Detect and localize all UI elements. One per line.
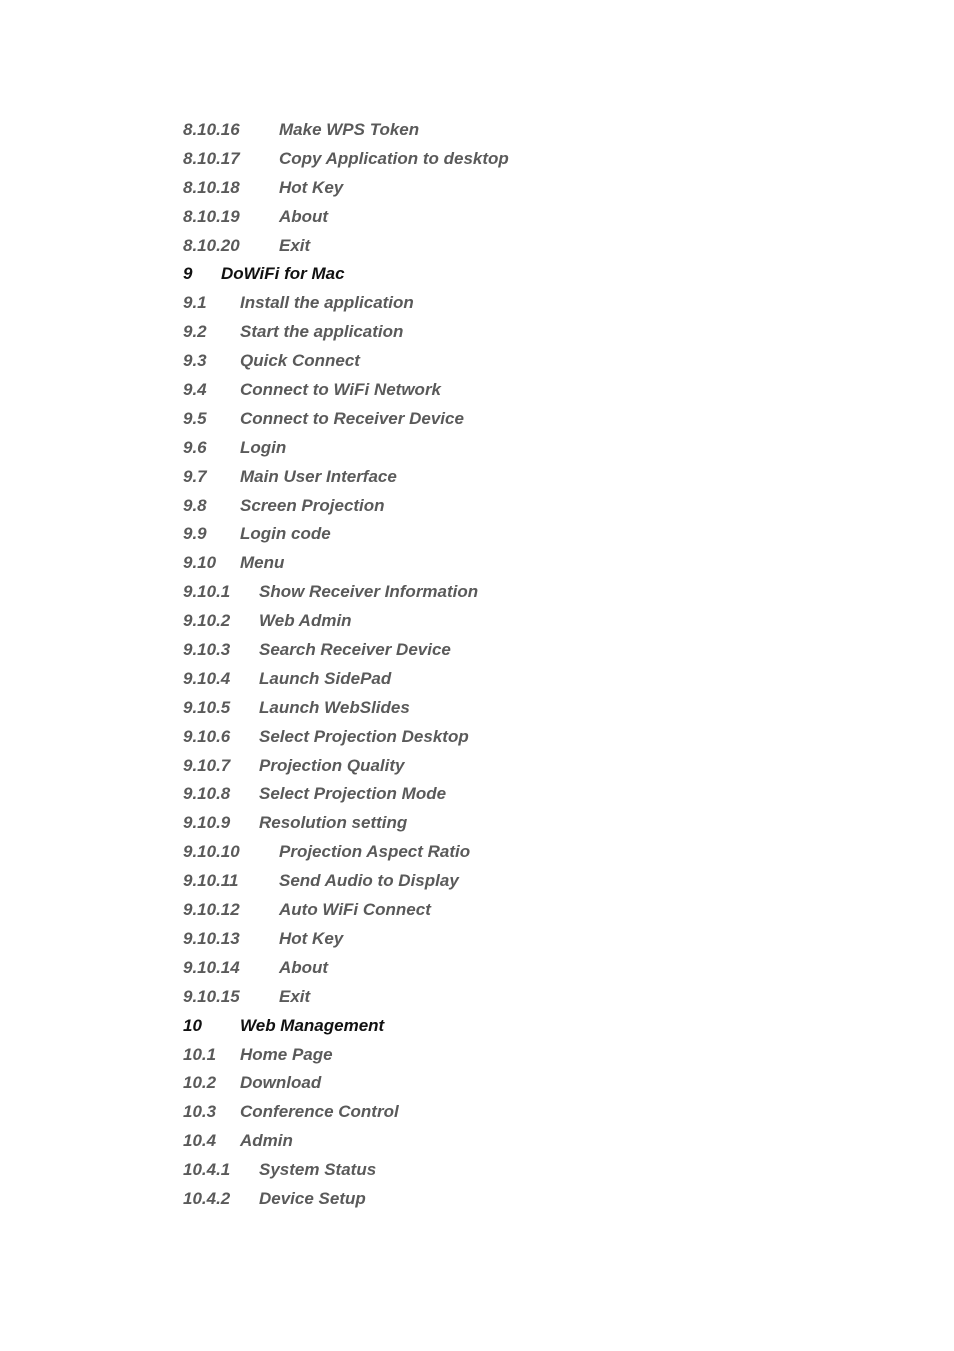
toc-title: Install the application [240,293,414,313]
toc-number: 9 [183,264,193,284]
toc-title: Search Receiver Device [259,640,451,660]
toc-entry[interactable] [183,1098,883,1127]
toc-title: Resolution setting [259,813,408,833]
toc-title: Device Setup [259,1188,366,1208]
toc-number: 10.4 [183,1131,217,1151]
toc-title: Select Projection Desktop [259,726,469,746]
toc-entry[interactable] [183,1127,883,1156]
toc-title: Home Page [240,1044,333,1064]
toc-entry[interactable] [183,954,883,983]
toc-entry[interactable] [183,463,883,492]
toc-title: About [279,957,329,977]
toc-entry[interactable] [183,1041,883,1070]
toc-number: 8.10.19 [183,206,240,226]
toc-number: 9.6 [183,437,207,457]
toc-entry[interactable] [183,318,883,347]
toc-number: 9.10.3 [183,640,231,660]
toc-entry[interactable] [183,492,883,521]
toc-title: Web Management [240,1015,385,1035]
toc-entry[interactable] [183,752,883,781]
toc-number: 9.10.13 [183,928,240,948]
toc-entry[interactable] [183,520,883,549]
toc-title: Login [240,437,287,457]
toc-title: Main User Interface [240,466,397,486]
toc-entry[interactable] [183,174,883,203]
toc-number: 9.3 [183,351,207,371]
toc-number: 9.10.5 [183,697,231,717]
toc-title: Connect to Receiver Device [240,408,464,428]
toc-title: Login code [240,524,331,544]
toc-number: 9.9 [183,524,207,544]
toc-entry[interactable] [183,838,883,867]
toc-entry[interactable] [183,549,883,578]
toc-entry[interactable] [183,809,883,838]
toc-number: 9.10.2 [183,611,231,631]
toc-number: 9.8 [183,495,207,515]
toc-title: System Status [259,1160,377,1180]
toc-title: Launch WebSlides [259,697,410,717]
toc-title: Hot Key [279,177,344,197]
toc-number: 9.10.8 [183,784,231,804]
toc-title: Download [240,1073,322,1093]
toc-title: Launch SidePad [259,668,392,688]
toc-entry[interactable] [183,983,883,1012]
toc-entry[interactable] [183,896,883,925]
toc-number: 9.10.7 [183,755,231,775]
toc-title: Connect to WiFi Network [240,380,442,400]
toc-title: Auto WiFi Connect [279,900,431,920]
toc-entry[interactable] [183,347,883,376]
toc-entry[interactable] [183,1156,883,1185]
toc-title: Exit [279,986,311,1006]
toc-title: Quick Connect [240,351,360,371]
toc-entry[interactable] [183,925,883,954]
toc-number: 9.10.4 [183,668,231,688]
toc-number: 9.10.12 [183,900,240,920]
toc-number: 10.1 [183,1044,217,1064]
toc-entry[interactable] [183,665,883,694]
toc-entry[interactable] [183,289,883,318]
toc-entry[interactable] [183,232,883,261]
toc-chapter-entry[interactable] [183,260,883,289]
toc-entry[interactable] [183,694,883,723]
toc-number: 9.10.1 [183,582,231,602]
toc-title: Hot Key [279,928,344,948]
toc-title: Projection Aspect Ratio [279,842,471,862]
toc-number: 9.10.14 [183,957,240,977]
toc-title: Projection Quality [259,755,405,775]
toc-entry[interactable] [183,578,883,607]
toc-number: 9.10.15 [183,986,240,1006]
toc-entry[interactable] [183,607,883,636]
toc-entry[interactable] [183,1069,883,1098]
toc-number: 8.10.17 [183,148,240,168]
toc-title: Send Audio to Display [279,871,459,891]
toc-entry[interactable] [183,636,883,665]
toc-number: 10.2 [183,1073,217,1093]
toc-number: 9.10.10 [183,842,240,862]
toc-chapter-entry[interactable] [183,1012,883,1041]
toc-number: 9.5 [183,408,207,428]
toc-title: About [279,206,329,226]
toc-entry[interactable] [183,145,883,174]
toc-number: 8.10.16 [183,120,240,139]
toc-number: 8.10.18 [183,177,240,197]
toc-title: Conference Control [240,1102,399,1122]
toc-number: 9.7 [183,466,207,486]
toc-entry[interactable] [183,376,883,405]
toc-entry[interactable] [183,867,883,896]
toc-number: 10.4.1 [183,1160,231,1180]
toc-number: 10.4.2 [183,1188,231,1208]
toc-number: 9.10.11 [183,871,239,891]
toc-number: 10.3 [183,1102,217,1122]
toc-number: 9.10.9 [183,813,231,833]
toc-title: Web Admin [259,611,352,631]
toc-number: 9.4 [183,380,207,400]
toc-title: Menu [240,553,285,573]
toc-number: 9.2 [183,322,207,342]
toc-entry[interactable] [183,723,883,752]
toc-entry[interactable] [183,203,883,232]
toc-number: 9.10.6 [183,726,231,746]
toc-number: 9.10 [183,553,217,573]
toc-title: Make WPS Token [279,120,420,139]
toc-entry[interactable] [183,434,883,463]
toc-number: 8.10.20 [183,235,240,255]
toc-title: Exit [279,235,311,255]
toc-title: Show Receiver Information [259,582,479,602]
toc-title: Select Projection Mode [259,784,447,804]
toc-title: Admin [240,1131,293,1151]
toc-entry[interactable] [183,116,883,145]
toc-title: Start the application [240,322,404,342]
toc-entry[interactable] [183,1185,883,1214]
toc-title: Copy Application to desktop [279,148,509,168]
toc-number: 10 [183,1015,202,1035]
toc-entry[interactable] [183,405,883,434]
table-of-contents [183,116,883,1214]
toc-title: DoWiFi for Mac [221,264,345,284]
toc-number: 9.1 [183,293,207,313]
toc-title: Screen Projection [240,495,385,515]
toc-entry[interactable] [183,780,883,809]
